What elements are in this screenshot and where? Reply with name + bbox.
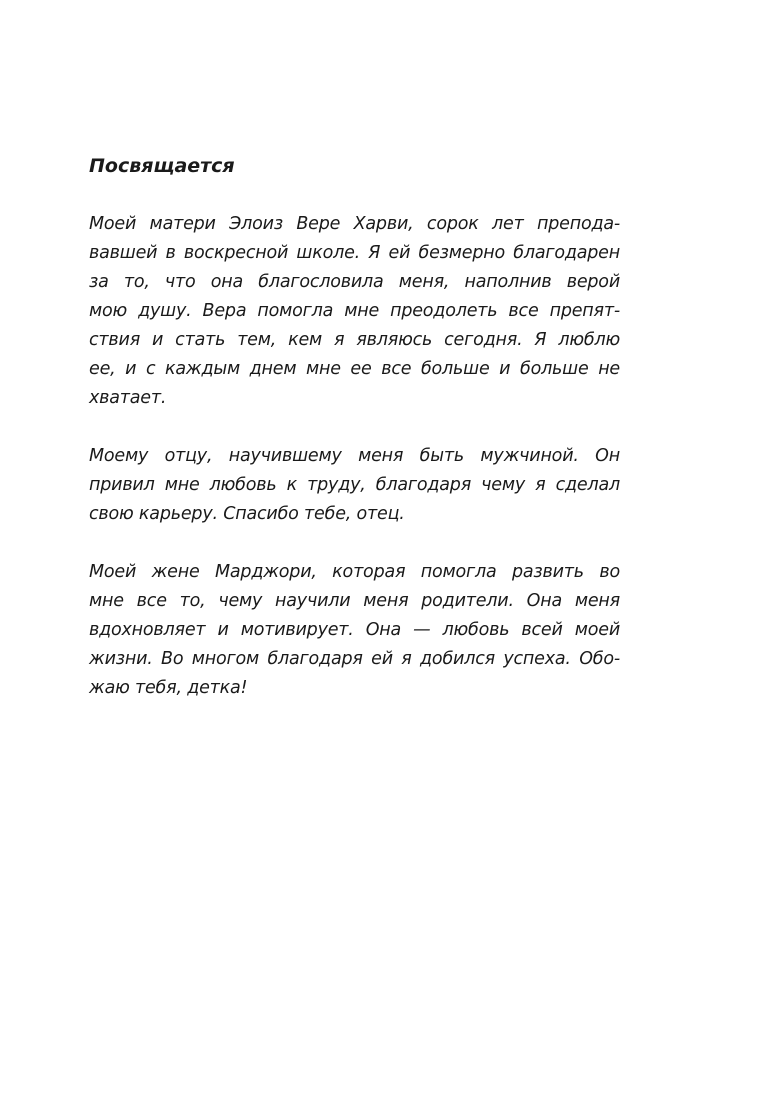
paragraph-line: мою душу. Вера помогла мне преодолеть все препят- — [89, 301, 620, 321]
paragraph-line: вавшей в воскресной школе. Я ей безмерно благодарен — [89, 243, 620, 263]
paragraph-wife — [89, 558, 620, 703]
dedication-heading: Посвящается — [89, 155, 235, 177]
paragraph-father — [89, 442, 620, 529]
paragraph-line: за то, что она благословила меня, наполнив верой — [89, 272, 620, 292]
paragraph-line: свою карьеру. Спасибо тебе, отец. — [89, 504, 405, 524]
paragraph-line: хватает. — [89, 388, 167, 408]
paragraph-line: Моей жене Марджори, которая помогла развить во — [89, 562, 620, 582]
dedication-page — [89, 152, 620, 732]
paragraph-line: мне все то, чему научили меня родители. Она меня — [89, 591, 620, 611]
paragraph-line: ее, и с каждым днем мне ее все больше и больше не — [89, 359, 620, 379]
paragraph-line: жаю тебя, детка! — [89, 678, 248, 698]
paragraph-line: привил мне любовь к труду, благодаря чему я сделал — [89, 475, 620, 495]
paragraph-line: Моему отцу, научившему меня быть мужчиной. Он — [89, 446, 620, 466]
paragraph-line: Моей матери Элоиз Вере Харви, сорок лет препода- — [89, 214, 620, 234]
paragraph-line: вдохновляет и мотивирует. Она — любовь всей моей — [89, 620, 620, 640]
paragraph-line: жизни. Во многом благодаря ей я добился успеха. Обо- — [89, 649, 620, 669]
paragraph-mother — [89, 210, 620, 413]
paragraph-line: ствия и стать тем, кем я являюсь сегодня. Я люблю — [89, 330, 620, 350]
